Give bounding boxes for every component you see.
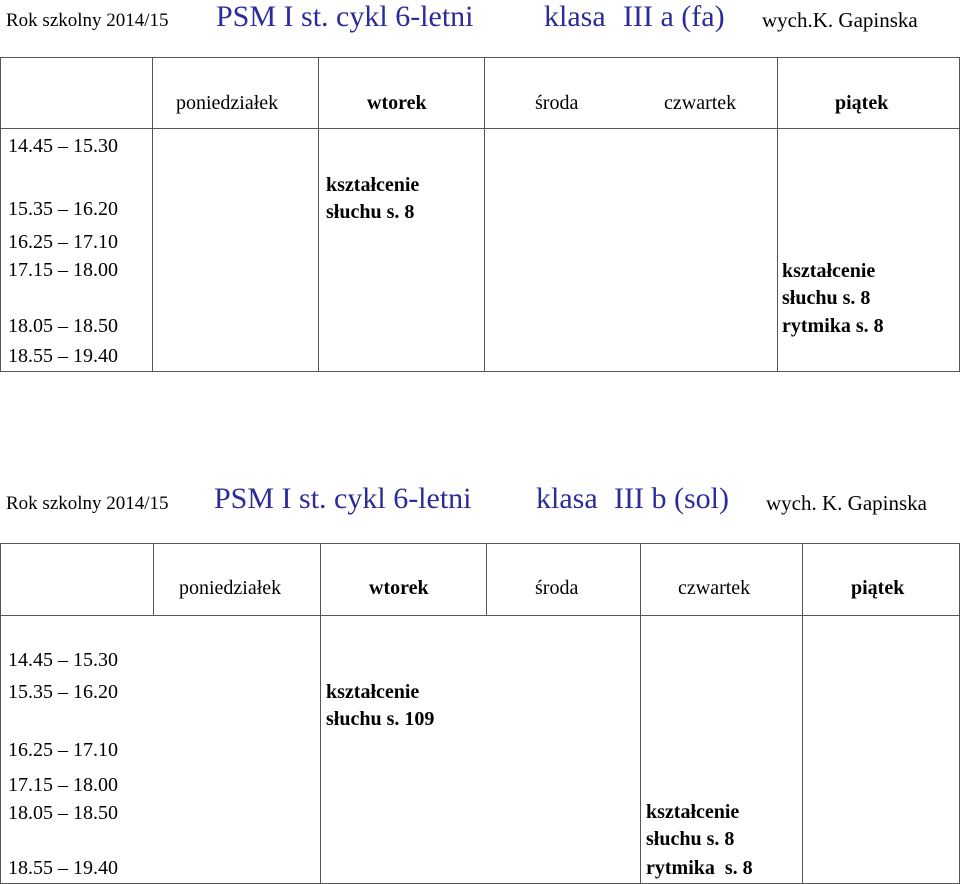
- day-header-friday: piątek: [851, 577, 905, 599]
- lesson-ear-training: kształcenie słuchu s. 8: [782, 260, 876, 309]
- lesson-rhythmics: rytmika s. 8: [782, 315, 884, 337]
- day-header-wednesday: środa: [535, 577, 579, 599]
- day-header-monday: poniedziałek: [179, 577, 282, 599]
- day-header-wednesday: środa: [535, 92, 579, 114]
- time-slot: 18.05 – 18.50: [8, 802, 118, 824]
- school-year: Rok szkolny 2014/15: [6, 493, 169, 514]
- teacher-name: wych.K. Gapinska: [762, 8, 918, 32]
- lesson-ear-training: kształcenie słuchu s. 8: [326, 174, 420, 223]
- program-title: PSM I st. cykl 6-letni: [214, 482, 472, 515]
- day-header-thursday: czwartek: [664, 92, 737, 114]
- day-header-tuesday: wtorek: [369, 577, 429, 599]
- class-prefix: klasa: [544, 0, 606, 33]
- lesson-rhythmics: rytmika s. 8: [646, 857, 753, 879]
- time-slot: 16.25 – 17.10: [8, 231, 118, 253]
- day-header-thursday: czwartek: [678, 577, 751, 599]
- time-slot: 18.55 – 19.40: [8, 345, 118, 367]
- day-header-friday: piątek: [835, 92, 889, 114]
- lesson-ear-training: kształcenie słuchu s. 109: [326, 681, 435, 730]
- time-slot: 14.45 – 15.30: [8, 649, 118, 671]
- program-title: PSM I st. cykl 6-letni: [216, 0, 474, 33]
- time-slot: 15.35 – 16.20: [8, 198, 118, 220]
- time-slot: 18.05 – 18.50: [8, 315, 118, 337]
- teacher-name: wych. K. Gapinska: [766, 491, 927, 515]
- class-prefix: klasa: [536, 482, 598, 515]
- day-header-monday: poniedziałek: [176, 92, 279, 114]
- lesson-ear-training: kształcenie słuchu s. 8: [646, 801, 740, 850]
- class-name: III a (fa): [623, 0, 725, 33]
- day-header-tuesday: wtorek: [367, 92, 427, 114]
- class-name: III b (sol): [614, 482, 729, 515]
- time-slot: 17.15 – 18.00: [8, 259, 118, 281]
- time-slot: 16.25 – 17.10: [8, 739, 118, 761]
- time-slot: 14.45 – 15.30: [8, 135, 118, 157]
- time-slot: 15.35 – 16.20: [8, 681, 118, 703]
- time-slot: 17.15 – 18.00: [8, 774, 118, 796]
- time-slot: 18.55 – 19.40: [8, 857, 118, 879]
- school-year: Rok szkolny 2014/15: [6, 10, 169, 31]
